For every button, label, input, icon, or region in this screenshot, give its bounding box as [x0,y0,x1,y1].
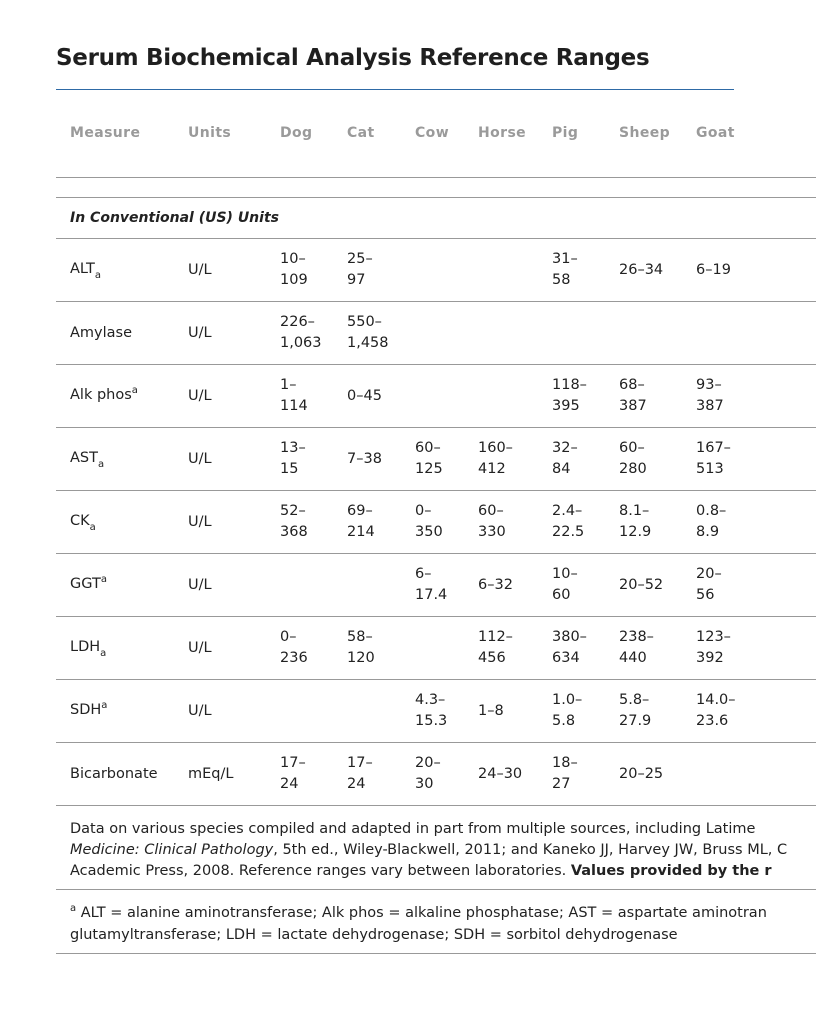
measure-name: ALT [70,261,95,277]
source-note [56,806,816,890]
range-text: 52– [280,503,306,519]
cat-value-cell [333,554,401,617]
header-sheep: Sheep [605,90,682,178]
pig-value-cell [538,239,605,302]
range-text: 440 [619,650,647,666]
source-note-line2: , 5th ed., Wiley-Blackwell, 2011; and Kaneko JJ, Harvey JW, Bruss ML, C [273,842,788,858]
table-row [56,617,816,680]
range-text: 68– [619,377,645,393]
dog-value-cell [266,617,333,680]
range-text: 23.6 [696,713,729,729]
goat-value-cell [682,428,816,491]
range-text: 456 [478,650,506,666]
range-text: 1.0– [552,692,583,708]
range-text: 114 [280,398,308,414]
range-text: 112– [478,629,513,645]
measure-cell [56,428,174,491]
range-text: 15.3 [415,713,448,729]
horse-value-cell [464,302,538,365]
measure-cell [56,302,174,365]
range-text: 330 [478,524,506,540]
range-text: 395 [552,398,580,414]
range-text: 2.4– [552,503,583,519]
range-text: 387 [619,398,647,414]
measure-name: AST [70,450,98,466]
goat-value-cell [682,365,816,428]
range-text: 58– [347,629,373,645]
sheep-value-cell [605,743,682,806]
range-text: 56 [696,587,715,603]
horse-value-cell [464,680,538,743]
dog-value-cell [266,491,333,554]
range-text: 226– [280,314,315,330]
cow-value-cell [401,617,464,680]
table-row [56,554,816,617]
range-text: 17– [280,755,306,771]
footnote-line1: ALT = alanine aminotransferase; Alk phos = alkaline phosphatase; AST = aspartate aminotran [76,905,767,921]
range-text: 17.4 [415,587,448,603]
footnote-marker: a [89,522,96,533]
footnote-line2: glutamyltransferase; LDH = lactate dehydrogenase; SDH = sorbitol dehydrogenase [70,927,678,943]
range-text: 7–38 [347,450,382,467]
cat-value-cell [333,365,401,428]
range-text: 93– [696,377,722,393]
source-note-disclaimer: Values provided by the r [570,863,772,879]
measure-name: Bicarbonate [70,765,158,782]
range-text: 118– [552,377,587,393]
goat-value-cell [682,302,816,365]
horse-value-cell [464,617,538,680]
horse-value-cell [464,365,538,428]
units-cell: U/L [174,554,266,617]
range-text: 97 [347,272,366,288]
sheep-value-cell [605,365,682,428]
cat-value-cell [333,680,401,743]
range-text: 22.5 [552,524,585,540]
reference-range-table [56,90,816,954]
range-text: 236 [280,650,308,666]
range-text: 6–19 [696,261,731,278]
header-cat: Cat [333,90,401,178]
cow-value-cell [401,680,464,743]
source-note-book-title: Medicine: Clinical Pathology [70,842,274,858]
table-row [56,743,816,806]
range-text: 60– [619,440,645,456]
measure-name: Alk phos [70,387,132,403]
range-text: 634 [552,650,580,666]
measure-name: Amylase [70,324,133,341]
dog-value-cell [266,428,333,491]
range-text: 26–34 [619,261,664,278]
units-cell: mEq/L [174,743,266,806]
range-text: 0– [415,503,432,519]
table-header-row [56,90,816,178]
source-note-line3: Academic Press, 2008. Reference ranges vary between laboratories. [70,863,571,879]
cow-value-cell [401,302,464,365]
range-text: 60 [552,587,571,603]
footnote-marker: a [100,574,107,585]
cat-value-cell [333,743,401,806]
range-text: 238– [619,629,654,645]
sheep-value-cell [605,617,682,680]
range-text: 69– [347,503,373,519]
range-text: 24 [280,776,299,792]
sheep-value-cell [605,554,682,617]
range-text: 20– [696,566,722,582]
range-text: 1,063 [280,335,322,351]
dog-value-cell [266,554,333,617]
goat-value-cell [682,239,816,302]
range-text: 12.9 [619,524,652,540]
table-row [56,491,816,554]
range-text: 25– [347,251,373,267]
dog-value-cell [266,680,333,743]
dog-value-cell [266,302,333,365]
pig-value-cell [538,302,605,365]
footnote [56,890,816,954]
footnote-marker: a [101,700,108,711]
range-text: 30 [415,776,434,792]
range-text: 125 [415,461,443,477]
range-text: 123– [696,629,731,645]
reference-range-table-container[interactable] [56,90,788,990]
sheep-value-cell [605,680,682,743]
pig-value-cell [538,680,605,743]
sheep-value-cell [605,239,682,302]
units-cell: U/L [174,239,266,302]
pig-value-cell [538,428,605,491]
measure-name: GGT [70,576,101,592]
horse-value-cell [464,491,538,554]
goat-value-cell [682,554,816,617]
range-text: 5.8– [619,692,650,708]
range-text: 1–8 [478,702,504,719]
source-note-row [56,806,816,890]
range-text: 27.9 [619,713,652,729]
range-text: 167– [696,440,731,456]
range-text: 14.0– [696,692,736,708]
range-text: 5.8 [552,713,576,729]
range-text: 1– [280,377,297,393]
goat-value-cell [682,680,816,743]
measure-cell [56,680,174,743]
range-text: 24–30 [478,765,523,782]
pig-value-cell [538,743,605,806]
range-text: 0–45 [347,387,382,404]
goat-value-cell [682,491,816,554]
cat-value-cell [333,239,401,302]
measure-cell [56,365,174,428]
range-text: 0– [280,629,297,645]
horse-value-cell [464,428,538,491]
units-cell: U/L [174,302,266,365]
section-row [56,198,816,239]
cow-value-cell [401,554,464,617]
table-row [56,428,816,491]
header-cow: Cow [401,90,464,178]
measure-name: CK [70,513,90,529]
measure-cell [56,554,174,617]
range-text: 60– [478,503,504,519]
range-text: 513 [696,461,724,477]
range-text: 84 [552,461,571,477]
section-label: In Conventional (US) Units [56,198,816,239]
goat-value-cell [682,617,816,680]
range-text: 368 [280,524,308,540]
cow-value-cell [401,239,464,302]
range-text: 15 [280,461,299,477]
pig-value-cell [538,491,605,554]
range-text: 392 [696,650,724,666]
cow-value-cell [401,491,464,554]
table-row [56,302,816,365]
page-title: Serum Biochemical Analysis Reference Ranges [56,45,650,71]
table-row [56,365,816,428]
units-cell: U/L [174,365,266,428]
range-text: 17– [347,755,373,771]
range-text: 8.1– [619,503,650,519]
spacer-row [56,178,816,198]
header-pig: Pig [538,90,605,178]
range-text: 214 [347,524,375,540]
units-cell: U/L [174,617,266,680]
horse-value-cell [464,554,538,617]
footnote-marker: a [131,385,138,396]
range-text: 0.8– [696,503,727,519]
range-text: 32– [552,440,578,456]
range-text: 27 [552,776,571,792]
measure-cell [56,491,174,554]
cow-value-cell [401,743,464,806]
dog-value-cell [266,239,333,302]
range-text: 120 [347,650,375,666]
cow-value-cell [401,428,464,491]
horse-value-cell [464,239,538,302]
goat-value-cell [682,743,816,806]
measure-name: LDH [70,639,101,655]
pig-value-cell [538,365,605,428]
range-text: 10– [552,566,578,582]
dog-value-cell [266,743,333,806]
cow-value-cell [401,365,464,428]
sheep-value-cell [605,428,682,491]
range-text: 109 [280,272,308,288]
header-goat: Goat [682,90,816,178]
range-text: 18– [552,755,578,771]
footnote-marker: a [97,459,105,470]
range-text: 10– [280,251,306,267]
header-dog: Dog [266,90,333,178]
range-text: 58 [552,272,571,288]
range-text: 380– [552,629,587,645]
range-text: 387 [696,398,724,414]
source-note-line1: Data on various species compiled and adapted in part from multiple sources, including Latime [70,821,756,837]
cat-value-cell [333,491,401,554]
range-text: 350 [415,524,443,540]
sheep-value-cell [605,491,682,554]
measure-cell [56,239,174,302]
pig-value-cell [538,617,605,680]
range-text: 20– [415,755,441,771]
range-text: 20–25 [619,765,664,782]
measure-cell [56,743,174,806]
units-cell: U/L [174,491,266,554]
range-text: 31– [552,251,578,267]
footnote-mark: a [70,903,77,914]
units-cell: U/L [174,428,266,491]
range-text: 6–32 [478,576,513,593]
range-text: 24 [347,776,366,792]
range-text: 550– [347,314,382,330]
table-row [56,239,816,302]
range-text: 13– [280,440,306,456]
sheep-value-cell [605,302,682,365]
measure-cell [56,617,174,680]
header-horse: Horse [464,90,538,178]
table-row [56,680,816,743]
range-text: 280 [619,461,647,477]
horse-value-cell [464,743,538,806]
range-text: 412 [478,461,506,477]
range-text: 6– [415,566,432,582]
cat-value-cell [333,428,401,491]
header-measure: Measure [56,90,174,178]
measure-name: SDH [70,702,102,718]
cat-value-cell [333,617,401,680]
units-cell: U/L [174,680,266,743]
range-text: 20–52 [619,576,664,593]
footnote-marker: a [94,270,101,281]
range-text: 8.9 [696,524,720,540]
range-text: 60– [415,440,441,456]
range-text: 1,458 [347,335,389,351]
range-text: 160– [478,440,513,456]
cat-value-cell [333,302,401,365]
footnote-row [56,890,816,954]
header-units: Units [174,90,266,178]
dog-value-cell [266,365,333,428]
pig-value-cell [538,554,605,617]
footnote-marker: a [100,648,107,659]
range-text: 4.3– [415,692,446,708]
